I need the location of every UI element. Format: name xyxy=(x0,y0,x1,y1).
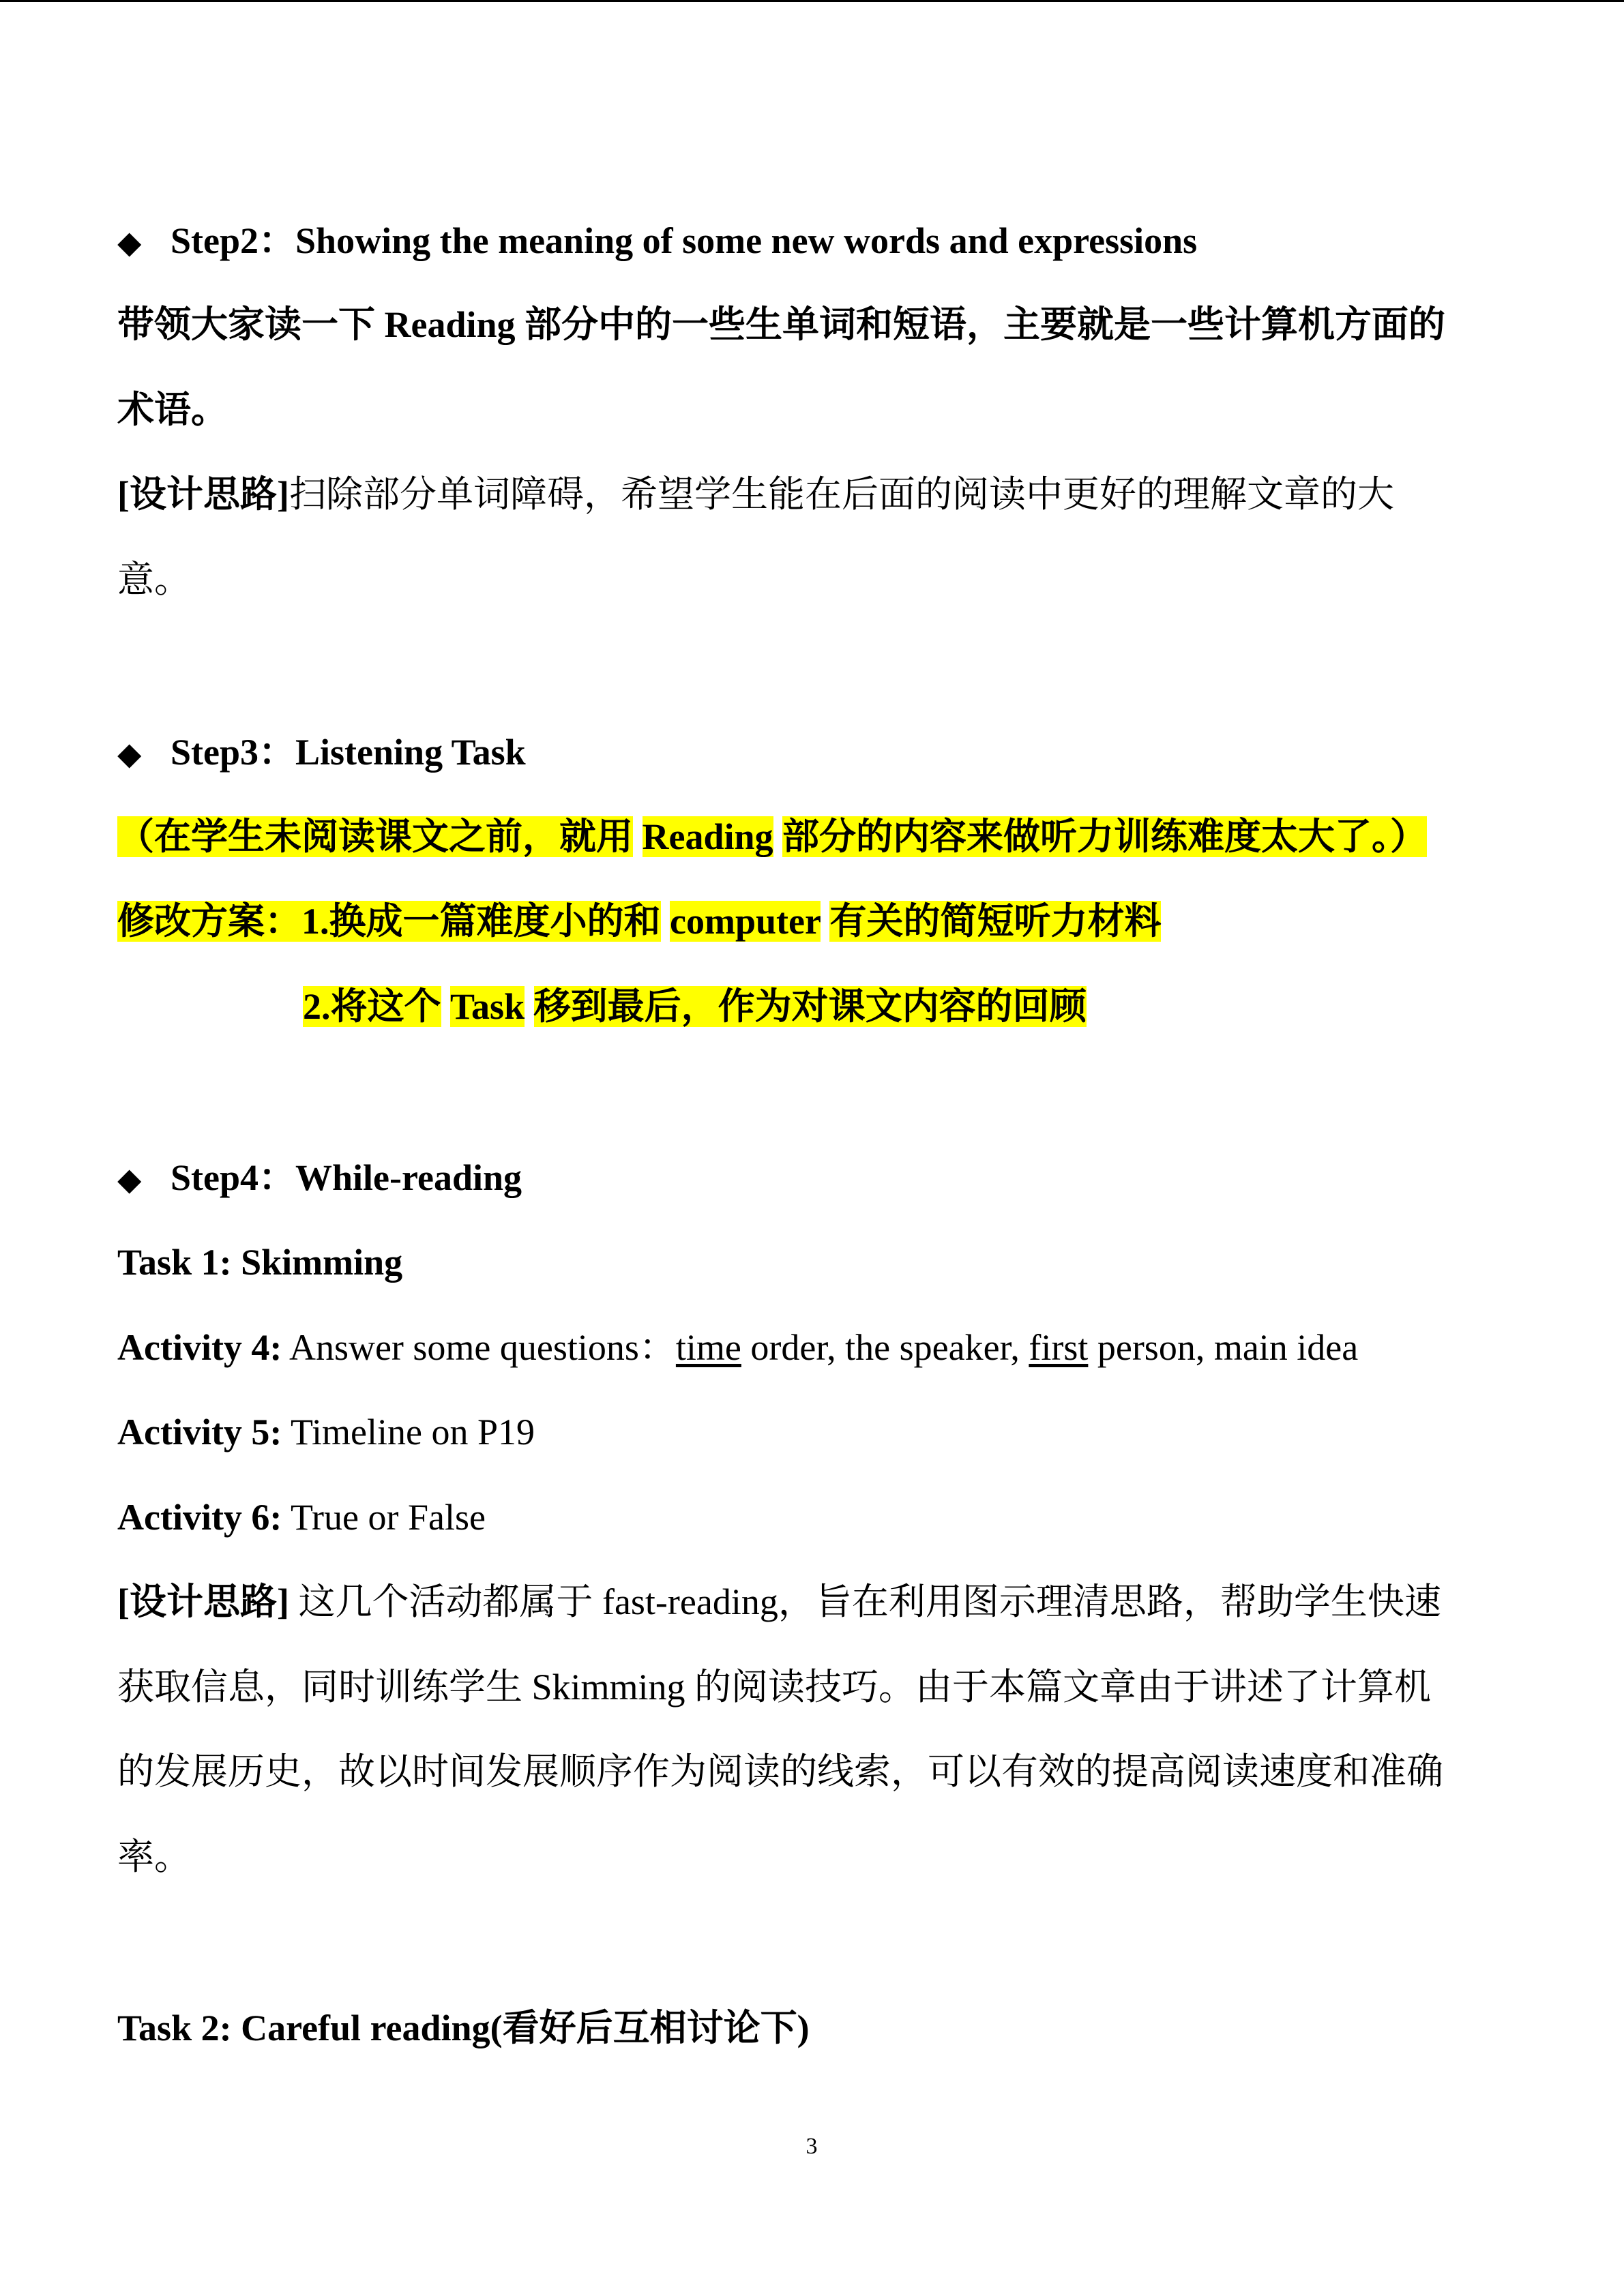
step4-design-line3: 的发展历史，故以时间发展顺序作为阅读的线索，可以有效的提高阅读速度和准确 xyxy=(117,1751,1443,1792)
step3-plan-line1 xyxy=(117,899,1161,944)
step2-heading-line xyxy=(117,218,1197,265)
activity5-label: Activity 5: xyxy=(117,1412,282,1452)
activity5-line xyxy=(117,1410,535,1455)
highlighted-plan: computer xyxy=(670,901,821,942)
step4-heading: Step4：While-reading xyxy=(171,1157,522,1198)
diamond-bullet-icon: ◆ xyxy=(117,736,142,771)
step4-design-line4: 率。 xyxy=(117,1836,191,1877)
activity5-text: Timeline on P19 xyxy=(282,1412,535,1452)
task2-heading: Task 2: Careful reading(看好后互相讨论下) xyxy=(117,2008,810,2048)
step4-heading-line xyxy=(117,1155,522,1202)
underlined-word: first xyxy=(1029,1327,1089,1368)
step2-description-line1: 带领大家读一下 Reading 部分中的一些生单词和短语，主要就是一些计算机方面的 xyxy=(117,304,1446,345)
step4-design-line1 xyxy=(117,1579,1441,1624)
highlighted-note: （在学生未阅读课文之前，就用 xyxy=(117,816,633,857)
highlighted-plan: 修改方案：1.换成一篇难度小的和 xyxy=(117,901,661,942)
step2-heading: Step2：Showing the meaning of some new words and expressions xyxy=(171,220,1198,261)
highlighted-note: Reading xyxy=(642,816,773,857)
activity4-text: order, the speaker, xyxy=(741,1327,1029,1368)
activity6-label: Activity 6: xyxy=(117,1497,282,1538)
task1-heading: Task 1: Skimming xyxy=(117,1242,403,1283)
diamond-bullet-icon: ◆ xyxy=(117,1162,142,1197)
highlighted-plan: 有关的简短听力材料 xyxy=(829,901,1162,942)
activity6-line xyxy=(117,1495,486,1540)
activity4-line xyxy=(117,1325,1358,1370)
design-idea-label: [设计思路] xyxy=(117,474,289,515)
activity4-label: Activity 4: xyxy=(117,1327,282,1368)
step4-design-text: 这几个活动都属于 fast-reading，旨在利用图示理清思路，帮助学生快速 xyxy=(289,1581,1441,1622)
step2-description-line2: 术语。 xyxy=(117,389,228,430)
highlighted-plan: 移到最后，作为对课文内容的回顾 xyxy=(533,986,1087,1027)
step3-heading: Step3：Listening Task xyxy=(171,732,526,773)
step4-design-line2: 获取信息，同时训练学生 Skimming 的阅读技巧。由于本篇文章由于讲述了计算机 xyxy=(117,1667,1432,1708)
step2-design-line2: 意。 xyxy=(117,559,191,600)
activity4-text: person, main idea xyxy=(1088,1327,1359,1368)
highlighted-note: 部分的内容来做听力训练难度太大了。） xyxy=(782,816,1428,857)
step2-design-text: 扫除部分单词障碍，希望学生能在后面的阅读中更好的理解文章的大 xyxy=(289,474,1394,515)
activity4-text: Answer some questions： xyxy=(282,1327,676,1368)
step3-heading-line xyxy=(117,730,526,777)
page-number: 3 xyxy=(806,2134,818,2159)
step3-note-line xyxy=(117,814,1427,859)
diamond-bullet-icon: ◆ xyxy=(117,225,142,260)
activity6-text: True or False xyxy=(282,1497,486,1538)
step2-design-line1 xyxy=(117,472,1394,517)
step3-plan-line2 xyxy=(303,984,1087,1029)
highlighted-plan: 2.将这个 xyxy=(303,986,441,1027)
underlined-word: time xyxy=(675,1327,741,1368)
highlighted-plan: Task xyxy=(450,986,525,1027)
design-idea-label: [设计思路] xyxy=(117,1581,289,1622)
page-top-border xyxy=(0,0,1624,2)
